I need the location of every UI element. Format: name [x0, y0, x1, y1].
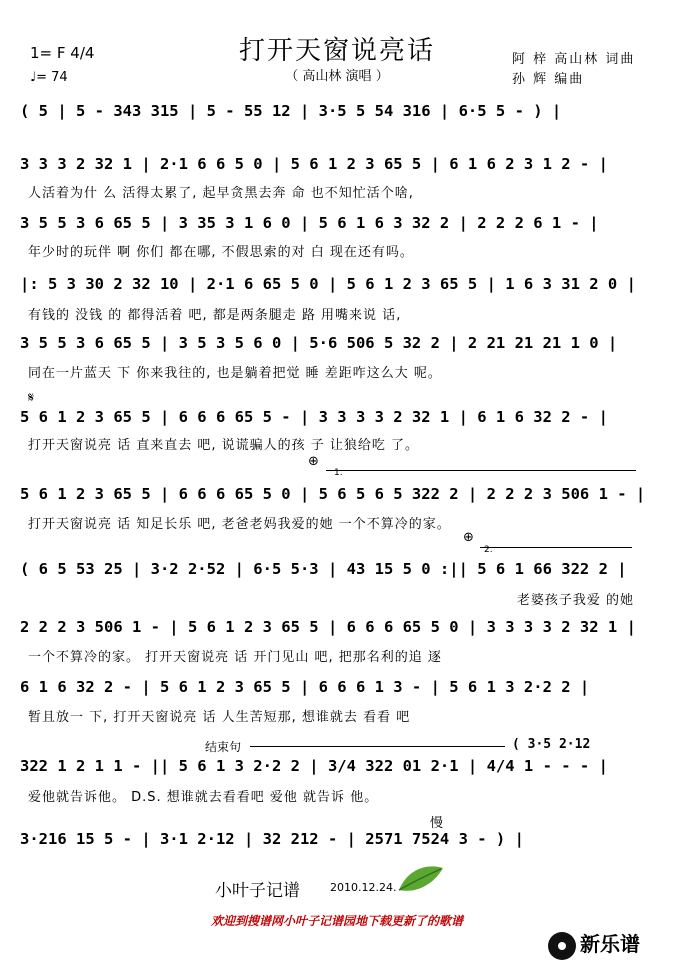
- ending-intro-notes: ( 3·5 2·12: [512, 737, 591, 752]
- performer-subtitle: （ 高山林 演唱 ）: [285, 69, 389, 84]
- score-line-7-notes: 5 6 1 2 3 65 5 | 6 6 6 65 5 0 | 5 6 5 6 5 322 2 | 2 2 2 3 506 1 - |: [20, 485, 646, 503]
- transcription-date: 2010.12.24.: [330, 881, 397, 894]
- slow-marking: 慢: [430, 816, 444, 831]
- key-signature: 1= F 4/4: [30, 44, 95, 62]
- site-logo: [548, 928, 640, 960]
- score-line-10-lyrics: 暂且放一 下, 打开天窗说亮 话 人生苦短那, 想谁就去 看看 吧: [28, 710, 411, 725]
- score-line-1-notes: ( 5 | 5 - 343 315 | 5 - 55 12 | 3·5 5 54 316 | 6·5 5 - ) |: [20, 102, 562, 120]
- score-line-4-lyrics: 有钱的 没钱 的 都得活着 吧, 都是两条腿走 路 用嘴来说 话,: [28, 308, 402, 323]
- score-line-2-lyrics: 人活着为什 么 活得太累了, 起早贪黑去奔 命 也不知忙活个啥,: [28, 186, 414, 201]
- score-line-5-notes: 3 5 5 3 6 65 5 | 3 5 3 5 6 0 | 5·6 506 5 32 2 | 2 21 21 21 1 0 |: [20, 334, 618, 352]
- score-line-8-lyrics: 老婆孩子我爱 的她: [516, 593, 634, 608]
- score-line-4-notes: |: 5 3 30 2 32 10 | 2·1 6 65 5 0 | 5 6 1 2 3 65 5 | 1 6 3 31 2 0 |: [20, 275, 636, 293]
- song-title: 打开天窗说亮话: [238, 36, 435, 66]
- score-line-10-notes: 6 1 6 32 2 - | 5 6 1 2 3 65 5 | 6 6 6 1 3 - | 5 6 1 3 2·2 2 |: [20, 678, 590, 696]
- score-line-6-notes: 5 6 1 2 3 65 5 | 6 6 6 65 5 - | 3 3 3 3 2 32 1 | 6 1 6 32 2 - |: [20, 408, 608, 426]
- tempo-marking: ♩= 74: [30, 70, 68, 85]
- score-line-7-lyrics: 打开天窗说亮 话 知足长乐 吧, 老爸老妈我爱的她 一个不算冷的家。: [28, 517, 451, 532]
- ending-label: 结束句: [205, 740, 242, 754]
- score-line-11-lyrics: 爱他就告诉他。 D.S. 想谁就去看看吧 爱他 就告诉 他。: [28, 790, 379, 805]
- segno-mark: 𝄋: [28, 390, 35, 406]
- score-line-3-notes: 3 5 5 3 6 65 5 | 3 35 3 1 6 0 | 5 6 1 6 3 32 2 | 2 2 2 6 1 - |: [20, 214, 599, 232]
- footer-note: 欢迎到搜谱网小叶子记谱园地下载更新了的歌谱: [210, 914, 463, 928]
- score-line-2-notes: 3 3 3 2 32 1 | 2·1 6 6 5 0 | 5 6 1 2 3 65 5 | 6 1 6 2 3 1 2 - |: [20, 155, 608, 173]
- credit-lyrics-music: 阿 梓 高山林 词曲: [512, 52, 636, 67]
- volta-2-bracket: [480, 547, 632, 548]
- score-line-3-lyrics: 年少时的玩伴 啊 你们 都在哪, 不假思索的对 白 现在还有吗。: [28, 245, 414, 260]
- record-disc-icon: [548, 932, 576, 960]
- coda-mark-1: ⊕: [308, 454, 319, 469]
- leaf-icon: [395, 862, 447, 900]
- logo-text: 新乐谱: [580, 932, 640, 956]
- volta-2-label: 2.: [484, 545, 493, 555]
- score-line-5-lyrics: 同在一片蓝天 下 你来我往的, 也是躺着把觉 睡 差距咋这么大 呢。: [28, 366, 442, 381]
- score-line-8-notes: ( 6 5 53 25 | 3·2 2·52 | 6·5 5·3 | 43 15 5 0 :|| 5 6 1 66 322 2 |: [20, 560, 627, 578]
- score-line-9-lyrics: 一个不算冷的家。 打开天窗说亮 话 开门见山 吧, 把那名利的追 逐: [28, 650, 442, 665]
- score-line-9-notes: 2 2 2 3 506 1 - | 5 6 1 2 3 65 5 | 6 6 6 65 5 0 | 3 3 3 3 2 32 1 |: [20, 618, 636, 636]
- credit-arrangement: 孙 辉 编曲: [512, 72, 585, 87]
- transcriber-signature: 小叶子记谱: [215, 881, 300, 901]
- score-line-12-notes: 3·216 15 5 - | 3·1 2·12 | 32 212 - | 2571 7524 3 - ) |: [20, 830, 524, 848]
- score-line-6-lyrics: 打开天窗说亮 话 直来直去 吧, 说谎骗人的孩 子 让狼给吃 了。: [28, 438, 420, 453]
- score-line-11-notes: 322 1 2 1 1 - || 5 6 1 3 2·2 2 | 3/4 322 01 2·1 | 4/4 1 - - - |: [20, 757, 608, 775]
- volta-1-bracket: [326, 470, 636, 471]
- volta-1-label: 1.: [334, 468, 343, 478]
- ending-bracket: [250, 746, 505, 747]
- coda-mark-2: ⊕: [463, 530, 474, 545]
